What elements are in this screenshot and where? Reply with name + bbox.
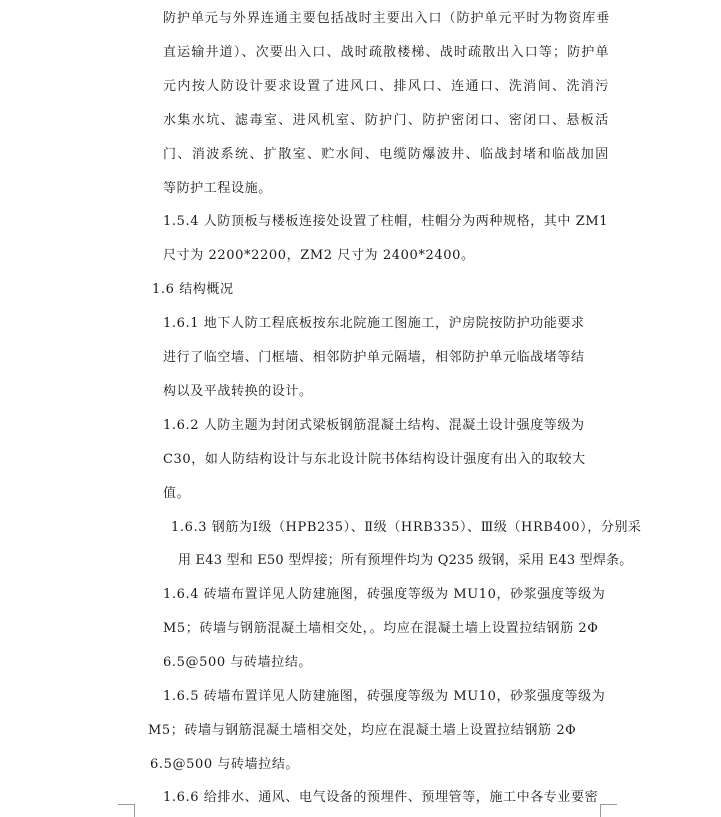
paragraph-line: 进行了临空墙、门框墙、相邻防护单元隔墙，相邻防护单元临战堵等结 xyxy=(163,350,585,365)
section-1-5-4-line: 1.5.4 人防顶板与楼板连接处设置了柱帽，柱帽分为两种规格，其中 ZM1 xyxy=(163,214,609,229)
page-corner-mark-left xyxy=(118,804,135,817)
paragraph-line: M5；砖墙与钢筋混凝土墙相交处，均应在混凝土墙上设置拉结钢筋 2Φ xyxy=(148,723,577,738)
paragraph-line: 等防护工程设施。 xyxy=(163,181,272,196)
paragraph-line: 6.5@500 与砖墙拉结。 xyxy=(150,757,300,772)
section-1-6-3-line: 1.6.3 钢筋为Ⅰ级（HPB235）、Ⅱ级（HRB335）、Ⅲ级（HRB400），分别采 xyxy=(171,520,642,535)
section-1-6-2-line: 1.6.2 人防主题为封闭式梁板钢筋混凝土结构、混凝土设计强度等级为 xyxy=(163,418,585,433)
paragraph-line: 构以及平战转换的设计。 xyxy=(163,384,313,399)
paragraph-line: 用 E43 型和 E50 型焊接；所有预埋件均为 Q235 级钢，采用 E43 型焊条。 xyxy=(178,553,633,568)
page-corner-mark-right xyxy=(600,804,617,817)
paragraph-line: 尺寸为 2200*2200，ZM2 尺寸为 2400*2400。 xyxy=(163,248,475,263)
paragraph-line: 直运输井道）、次要出入口、战时疏散楼梯、战时疏散出入口等；防护单 xyxy=(163,45,610,60)
section-1-6-1-line: 1.6.1 地下人防工程底板按东北院施工图施工，沪房院按防护功能要求 xyxy=(163,316,585,331)
paragraph-line: 防护单元与外界连通主要包括战时主要出入口（防护单元平时为物资库垂 xyxy=(163,11,611,26)
paragraph-line: 水集水坑、滤毒室、进风机室、防护门、防护密闭口、密闭口、悬板活 xyxy=(163,113,610,128)
paragraph-line: 门、消波系统、扩散室、贮水间、电缆防爆波井、临战封堵和临战加固 xyxy=(163,147,610,162)
section-1-6-6-line: 1.6.6 给排水、通风、电气设备的预埋件、预埋管等，施工中各专业要密 xyxy=(163,790,599,805)
paragraph-line: 值。 xyxy=(163,486,191,501)
section-heading-1-6: 1.6 结构概况 xyxy=(152,282,234,297)
section-1-6-5-line: 1.6.5 砖墙布置详见人防建施图，砖强度等级为 MU10，砂浆强度等级为 xyxy=(163,689,606,704)
paragraph-line: C30，如人防结构设计与东北设计院书体结构设计强度有出入的取较大 xyxy=(163,452,586,467)
paragraph-line: 6.5@500 与砖墙拉结。 xyxy=(163,655,313,670)
paragraph-line: 元内按人防设计要求设置了进风口、排风口、连通口、洗消间、洗消污 xyxy=(163,79,610,94)
paragraph-line: M5；砖墙与钢筋混凝土墙相交处，。均应在混凝土墙上设置拉结钢筋 2Φ xyxy=(163,621,599,636)
section-1-6-4-line: 1.6.4 砖墙布置详见人防建施图，砖强度等级为 MU10，砂浆强度等级为 xyxy=(163,587,606,602)
